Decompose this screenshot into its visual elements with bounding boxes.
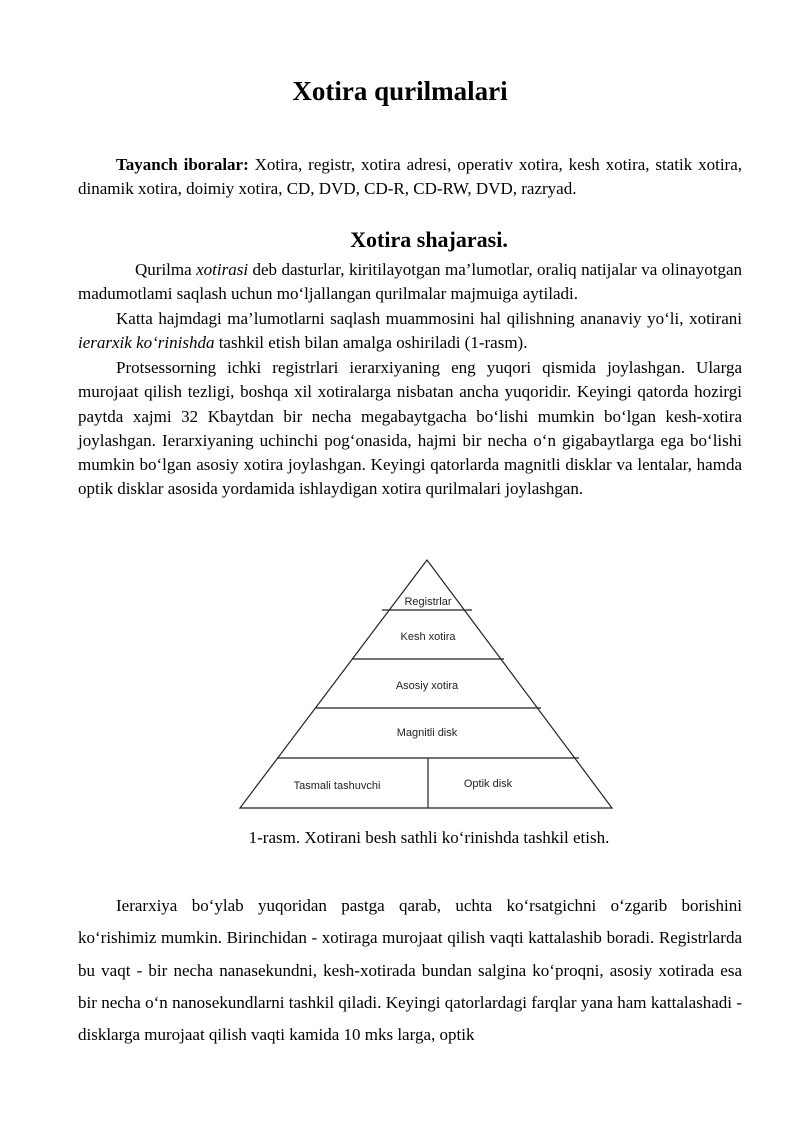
pyramid-level-optik-disk: Optik disk	[463, 778, 513, 790]
pyramid-level-kesh-xotira: Kesh xotira	[400, 631, 456, 643]
keywords-paragraph	[78, 153, 742, 202]
memory-hierarchy-pyramid	[235, 557, 617, 812]
page-title: Xotira qurilmalari	[292, 76, 508, 106]
section-heading: Xotira shajarasi.	[350, 227, 508, 252]
keywords-label: Tayanch iboralar:	[116, 155, 249, 174]
figure-caption: 1-rasm. Xotirani besh sathli ko‘rinishda tashkil etish.	[248, 828, 610, 847]
paragraph-1-text-b: deb dasturlar, kiritilayotgan ma’lumotlar, oraliq natijalar va olinayotgan madumotlami saqlash uchun mo‘ljallangan qurilmalar majmuiga aytiladi.	[78, 260, 742, 304]
paragraph-4: Ierarxiya bo‘ylab yuqoridan pastga qarab, uchta ko‘rsatgichni o‘zgarib borishini ko‘rishimiz mumkin. Birinchidan - xotiraga murojaat qilish vaqti kattalashib boradi. Registrlarda bu vaqt - bir necha nanasekundni, kesh-xotirada bundan salgina ko‘proqni, asosiy xotirada esa bir necha o‘n nanosekundlarni tashkil qiladi. Keyingi qatorlardagi farqlar yana ham kattalashadi - disklarga murojaat qilish vaqti kamida 10 mks larga, optik	[78, 896, 742, 1045]
pyramid-level-magnitli-disk: Magnitli disk	[396, 727, 458, 739]
pyramid-level-asosiy-xotira: Asosiy xotira	[395, 680, 459, 692]
paragraph-2-text-a: Katta hajmdagi ma’lumotlarni saqlash muammosini hal qilishning ananaviy yo‘li, xotirani	[116, 309, 742, 328]
paragraph-2-text-b: tashkil etish bilan amalga oshiriladi (1-rasm).	[214, 333, 528, 353]
pyramid-level-registrlar: Registrlar	[404, 596, 452, 608]
paragraph-2	[78, 307, 742, 356]
paragraph-1	[78, 258, 742, 307]
paragraph-1-italic: xotirasi	[196, 260, 249, 279]
pyramid-level-tasmali-tashuvchi: Tasmali tashuvchi	[293, 780, 381, 792]
paragraph-2-italic: ierarxik ko‘rinishda	[78, 333, 215, 353]
paragraph-1-text-a: Qurilma	[135, 260, 197, 279]
keywords-text: Xotira, registr, xotira adresi, operativ xotira, kesh xotira, statik xotira, dinamik xotira, doimiy xotira, CD, DVD, CD-R, CD-RW, DVD, razryad.	[78, 155, 743, 199]
paragraph-3: Protsessorning ichki registrlari ierarxiyaning eng yuqori qismida joylashgan. Ularga murojaat qilish tezligi, boshqa xil xotiralarga nisbatan ancha yuqoridir. Keyingi qatorda hozirgi paytda xajmi 32 Kbaytdan bir necha megabaytgacha bo‘lishi mumkin bo‘lgan kesh-xotira joylashgan. Ierarxiyaning uchinchi pog‘onasida, hajmi bir necha o‘n gigabaytlarga ega bo‘lishi mumkin bo‘lgan asosiy xotira joylashgan. Keyingi qatorlarda magnitli disklar va lentalar, hamda optik disklar asosida yordamida ishlaydigan xotira qurilmalari joylashgan.	[78, 358, 742, 499]
